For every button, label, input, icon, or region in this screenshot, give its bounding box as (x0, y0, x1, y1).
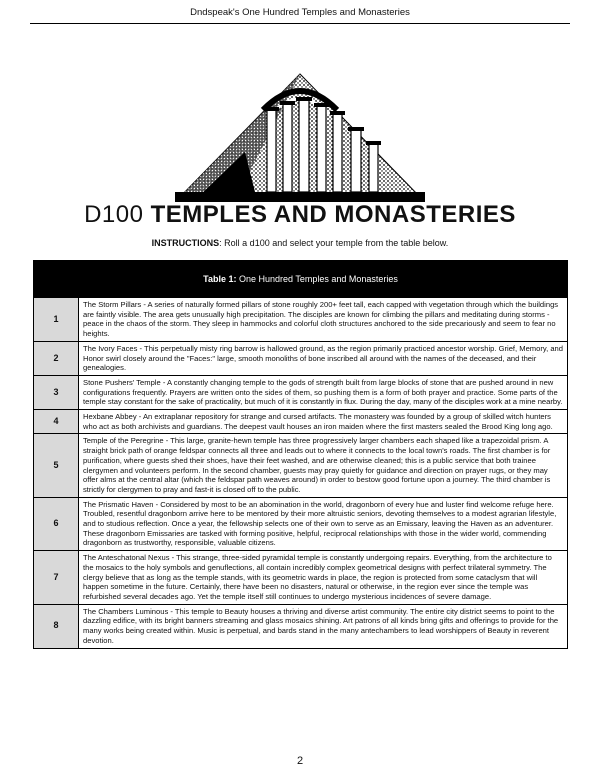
title-main: TEMPLES AND MONASTERIES (150, 201, 516, 228)
table-row (34, 434, 568, 497)
header-rule (30, 23, 570, 24)
row-number: 4 (34, 410, 79, 434)
title-prefix: D100 (84, 201, 144, 228)
temples-table (33, 260, 568, 649)
temple-ruins-illustration (175, 52, 425, 202)
row-text: The Anteschatonal Nexus - This strange, three-sided pyramidal temple is constantly undergoing repairs. Everything, from the architecture to the mosaics to the holy symbols and genuflections, all contain incredibly complex geometrical designs with perfect trilateral symmetry. The clergy believe that as long as the temple stands, with its geometric wards in place, the region is protected from some cataclysm that will happen sometime in the future. Certainly, there have been no disasters, natural or otherwise, in the region ever since the temple was refurbished several decades ago. Yet the temple itself still continues to undergo mysterious incidences of severe damage. (79, 551, 568, 605)
table-caption-text: One Hundred Temples and Monasteries (236, 274, 398, 284)
row-text: The Chambers Luminous - This temple to Beauty houses a thriving and diverse artist community. The entire city district seems to point to the dazzling edifice, with its bright banners streaming and glass mosaics shining. Art patrons of all kinds bring gifts and offerings to provide for the many works being created within. Music is perpetual, and bards stand in the many antechambers to lead worshippers of Beauty in reverent devotion. (79, 604, 568, 648)
table-row (34, 298, 568, 342)
instructions-text: : Roll a d100 and select your temple from the table below. (219, 238, 449, 248)
row-number: 2 (34, 341, 79, 375)
row-number: 6 (34, 497, 79, 551)
row-number: 5 (34, 434, 79, 497)
row-text: The Prismatic Haven - Considered by most to be an abomination in the world, dragonborn of every hue and luster find welcome refuge here. Troubled, resentful dragonborn arrive here to be mentored by their more altruistic seniors, devoting themselves to a modest agrarian lifestyle, and to studious reflection. Once a year, the fellowship selects one of their own to serve as an Emissary, leaving the Haven as an adventurer. These dragonborn Emissaries are tasked with forming positive, helpful, reciprocal relationships with those in the wider world, commending dragonborn as trustworthy, responsible, valuable citizens. (79, 497, 568, 551)
row-text: Temple of the Peregrine - This large, granite-hewn temple has three progressively larger chambers each shaped like a trapezoidal prism. A straight brick path of orange feldspar connects all three and leads out to where it connects to the local town's roads. The first chamber is for purification, where guests shed their shoes, have their feet washed, and are otherwise cleaned; this is a public service that both trainee clergymen and volunteers perform. In the second chamber, guests may pray quietly for guidance and direction on prayer rugs, or they may offer alms at the central altar (which the feldspar path weaves around) in order to bestow good fortune upon a journey. The third chamber is strictly for clergymen to pray and fast-it is closed off to the public. (79, 434, 568, 497)
row-text: Hexbane Abbey - An extraplanar repository for strange and cursed artifacts. The monastery was founded by a group of skilled witch hunters who act as both archivists and guardians. The deepest vault houses an iron maiden where the first masters sealed the Brood King long ago. (79, 410, 568, 434)
row-text: Stone Pushers' Temple - A constantly changing temple to the gods of strength built from large blocks of stone that are pushed around in new configurations frequently. Prayers are written onto the sides of them, so pushing them is a form of both prayer and practice. Some parts of the temple stay constant for the sake of practicality, but much of it is constantly in flux. During the day, many of the disciples work at a mine nearby. (79, 375, 568, 409)
row-text: The Ivory Faces - This perpetually misty ring barrow is hallowed ground, as the region primarily practiced ancestor worship. Grief, Memory, and Honor swirl closely around the "Faces:" large, smooth monoliths of bone inscribed all around with the names of the deceased, and their genealogies. (79, 341, 568, 375)
row-number: 3 (34, 375, 79, 409)
table-row (34, 604, 568, 648)
table-row (34, 341, 568, 375)
page-number: 2 (296, 755, 304, 767)
table-caption-label: Table 1: (203, 274, 237, 284)
table-row (34, 551, 568, 605)
row-number: 1 (34, 298, 79, 342)
table-caption (34, 261, 568, 298)
table-row (34, 410, 568, 434)
table-row (34, 497, 568, 551)
running-title: Dndspeak's One Hundred Temples and Monasteries (190, 7, 410, 18)
table-row (34, 375, 568, 409)
row-number: 8 (34, 604, 79, 648)
row-text: The Storm Pillars - A series of naturally formed pillars of stone roughly 200+ feet tall, each capped with vegetation through which the buildings are faintly visible. The area gets unusually high precipitation. The disciples are known for climbing the pillars and meditating during storms - peace in the chaos of the storm. They sleep in hammocks and colorful cloth structures anchored to the side precariously and seem to fear no heights. (79, 298, 568, 342)
instructions (0, 238, 600, 248)
table-caption-row (34, 261, 568, 298)
page-title (0, 201, 600, 229)
row-number: 7 (34, 551, 79, 605)
instructions-label: INSTRUCTIONS (151, 238, 220, 248)
running-header (0, 0, 600, 26)
